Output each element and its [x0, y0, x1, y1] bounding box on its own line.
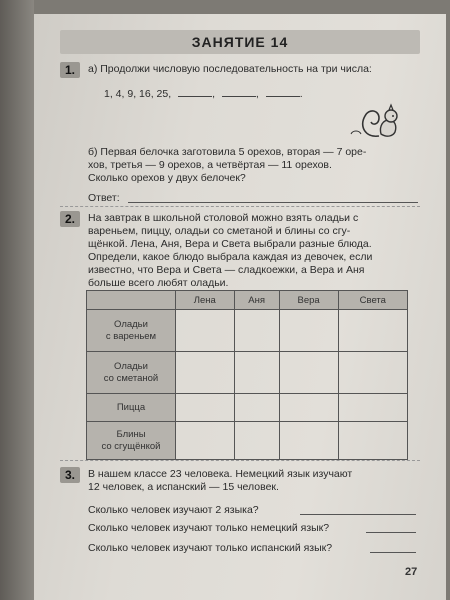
- page-title: ЗАНЯТИЕ 14: [60, 30, 420, 54]
- page-number: 27: [405, 566, 418, 578]
- table-cell[interactable]: [279, 422, 338, 460]
- answer-label: Ответ:: [88, 192, 120, 204]
- table-cell[interactable]: [279, 352, 338, 394]
- task-3-number: 3.: [60, 467, 80, 483]
- table-cell[interactable]: [338, 352, 407, 394]
- squirrel-icon: [345, 96, 403, 142]
- answer-blank-1[interactable]: [178, 86, 212, 97]
- section-divider: [60, 460, 420, 461]
- question-3: Сколько человек изучают только испанский язык?: [88, 542, 333, 554]
- table-cell[interactable]: [176, 310, 235, 352]
- task-2-line-3: щёнкой. Лена, Аня, Вера и Света выбрали разные блюда.: [88, 238, 372, 250]
- column-header: Лена: [176, 291, 235, 310]
- table-cell[interactable]: [234, 422, 279, 460]
- task-2-line-2: вареньем, пиццу, оладьи со сметаной и блины со сгу-: [88, 225, 351, 237]
- table-corner-cell: [87, 291, 176, 310]
- table-row: [87, 422, 408, 460]
- table-cell[interactable]: [176, 422, 235, 460]
- table-cell[interactable]: [176, 394, 235, 422]
- table-cell[interactable]: [234, 394, 279, 422]
- task-1b-line-2: хов, третья — 9 орехов, а четвёртая — 11 орехов.: [88, 159, 332, 171]
- task-2-number: 2.: [60, 211, 80, 227]
- task-3-line-1: В нашем классе 23 человека. Немецкий язык изучают: [88, 468, 353, 480]
- table-row: [87, 352, 408, 394]
- task-1a-text: а) Продолжи числовую последовательность на три числа:: [88, 63, 372, 75]
- task-1b-line-1: б) Первая белочка заготовила 5 орехов, вторая — 7 оре-: [88, 146, 367, 158]
- table-cell[interactable]: [234, 310, 279, 352]
- task-2-line-5: известно, что Вера и Света — сладкоежки, а Вера и Аня: [88, 264, 365, 276]
- book-spine-shadow: [0, 0, 34, 600]
- task-2-line-4: Определи, какое блюдо выбрала каждая из девочек, если: [88, 251, 373, 263]
- task-2-line-6: больше всего любят оладьи.: [88, 277, 229, 289]
- answer-blank-3[interactable]: [266, 86, 300, 97]
- answer-line[interactable]: [366, 532, 416, 533]
- task-3-line-2: 12 человек, а испанский — 15 человек.: [88, 481, 279, 493]
- answer-line[interactable]: [370, 552, 416, 553]
- task-2-line-1: На завтрак в школьной столовой можно взять оладьи с: [88, 212, 359, 224]
- question-1: Сколько человек изучают 2 языка?: [88, 504, 259, 516]
- answer-line[interactable]: [128, 202, 418, 203]
- answer-line[interactable]: [300, 514, 416, 515]
- table-row: [87, 394, 408, 422]
- table-cell[interactable]: [176, 352, 235, 394]
- table-cell[interactable]: [338, 394, 407, 422]
- row-label: Оладьи со сметаной: [87, 352, 176, 394]
- section-divider: [60, 206, 420, 207]
- question-2: Сколько человек изучают только немецкий язык?: [88, 522, 330, 534]
- answer-blank-2[interactable]: [222, 86, 256, 97]
- table-row: [87, 310, 408, 352]
- column-header: Вера: [279, 291, 338, 310]
- task-1-number: 1.: [60, 62, 80, 78]
- table-cell[interactable]: [338, 422, 407, 460]
- row-label: Блины со сгущёнкой: [87, 422, 176, 460]
- logic-table: [86, 290, 408, 460]
- column-header: Света: [338, 291, 407, 310]
- row-label: Оладьи с вареньем: [87, 310, 176, 352]
- table-cell[interactable]: [279, 394, 338, 422]
- task-1b-line-3: Сколько орехов у двух белочек?: [88, 172, 246, 184]
- table-cell[interactable]: [234, 352, 279, 394]
- row-label: Пицца: [87, 394, 176, 422]
- table-cell[interactable]: [338, 310, 407, 352]
- table-cell[interactable]: [279, 310, 338, 352]
- task-1a-sequence-row: 1, 4, 9, 16, 25, , , .: [104, 88, 303, 100]
- table-header-row: [87, 291, 408, 310]
- column-header: Аня: [234, 291, 279, 310]
- task-1a-sequence: 1, 4, 9, 16, 25,: [104, 88, 172, 100]
